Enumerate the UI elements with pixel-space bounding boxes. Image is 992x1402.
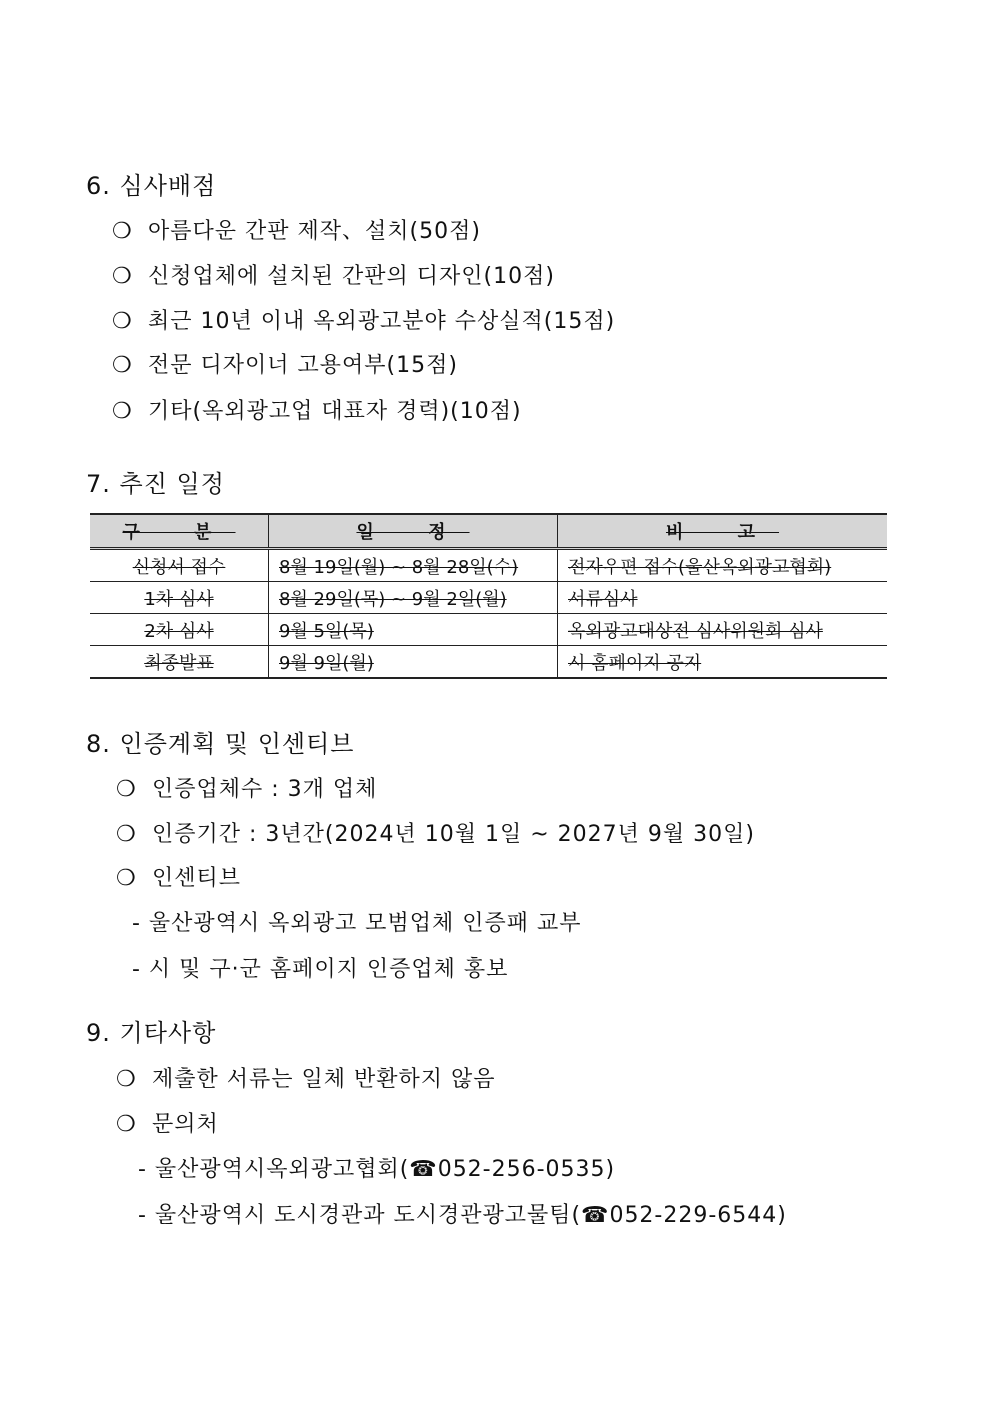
section-7-title: 7. 추진 일정 — [86, 470, 225, 498]
table-row — [90, 614, 887, 646]
cell-schedule: 9월 9일(월) — [269, 646, 558, 679]
circle-bullet-icon: ❍ — [112, 309, 133, 334]
schedule-table — [90, 513, 887, 679]
s6-item-2: ❍ 신청업체에 설치된 간판의 디자인(10점) — [112, 264, 555, 289]
cell-remarks: 전자우편 접수(울산옥외광고협회) — [558, 549, 888, 582]
section-6-title: 6. 심사배점 — [86, 172, 217, 200]
s9-item-1: ❍ 제출한 서류는 일체 반환하지 않음 — [116, 1067, 496, 1092]
s8-item-1: ❍ 인증업체수 : 3개 업체 — [116, 777, 378, 802]
cell-remarks: 서류심사 — [558, 582, 888, 614]
header-category: 구 분 — [90, 514, 269, 549]
cell-category: 최종발표 — [90, 646, 269, 679]
circle-bullet-icon: ❍ — [116, 777, 137, 802]
cell-remarks: 옥외광고대상전 심사위원회 심사 — [558, 614, 888, 646]
cell-schedule: 8월 19일(월) ~ 8월 28일(수) — [269, 549, 558, 582]
s6-item-1: ❍ 아름다운 간판 제작、설치(50점) — [112, 219, 481, 244]
table-row — [90, 549, 887, 582]
s6-item-4: ❍ 전문 디자이너 고용여부(15점) — [112, 353, 458, 378]
circle-bullet-icon: ❍ — [116, 866, 137, 891]
s8-sub-1: - 울산광역시 옥외광고 모범업체 인증패 교부 — [132, 911, 582, 936]
cell-schedule: 9월 5일(목) — [269, 614, 558, 646]
table-header-row — [90, 514, 887, 549]
s9-sub-2: - 울산광역시 도시경관과 도시경관광고물팀(☎052-229-6544) — [138, 1203, 787, 1228]
circle-bullet-icon: ❍ — [116, 1112, 137, 1137]
s8-item-2: ❍ 인증기간 : 3년간(2024년 10월 1일 ~ 2027년 9월 30일) — [116, 822, 755, 847]
cell-category: 신청서 접수 — [90, 549, 269, 582]
circle-bullet-icon: ❍ — [112, 353, 133, 378]
circle-bullet-icon: ❍ — [116, 1067, 137, 1092]
cell-category: 2차 심사 — [90, 614, 269, 646]
circle-bullet-icon: ❍ — [112, 399, 133, 424]
table-row — [90, 646, 887, 679]
circle-bullet-icon: ❍ — [112, 219, 133, 244]
section-9-title: 9. 기타사항 — [86, 1019, 217, 1047]
s8-item-3: ❍ 인센티브 — [116, 866, 242, 891]
circle-bullet-icon: ❍ — [116, 822, 137, 847]
header-schedule: 일 정 — [269, 514, 558, 549]
cell-schedule: 8월 29일(목) ~ 9월 2일(월) — [269, 582, 558, 614]
cell-category: 1차 심사 — [90, 582, 269, 614]
section-8-title: 8. 인증계획 및 인센티브 — [86, 730, 355, 758]
cell-remarks: 시 홈페이지 공지 — [558, 646, 888, 679]
s6-item-3: ❍ 최근 10년 이내 옥외광고분야 수상실적(15점) — [112, 309, 616, 334]
header-remarks: 비 고 — [558, 514, 888, 549]
s9-item-2: ❍ 문의처 — [116, 1112, 219, 1137]
circle-bullet-icon: ❍ — [112, 264, 133, 289]
s8-sub-2: - 시 및 구·군 홈페이지 인증업체 홍보 — [132, 957, 509, 982]
table-row — [90, 582, 887, 614]
s6-item-5: ❍ 기타(옥외광고업 대표자 경력)(10점) — [112, 399, 522, 424]
s9-sub-1: - 울산광역시옥외광고협회(☎052-256-0535) — [138, 1157, 616, 1182]
